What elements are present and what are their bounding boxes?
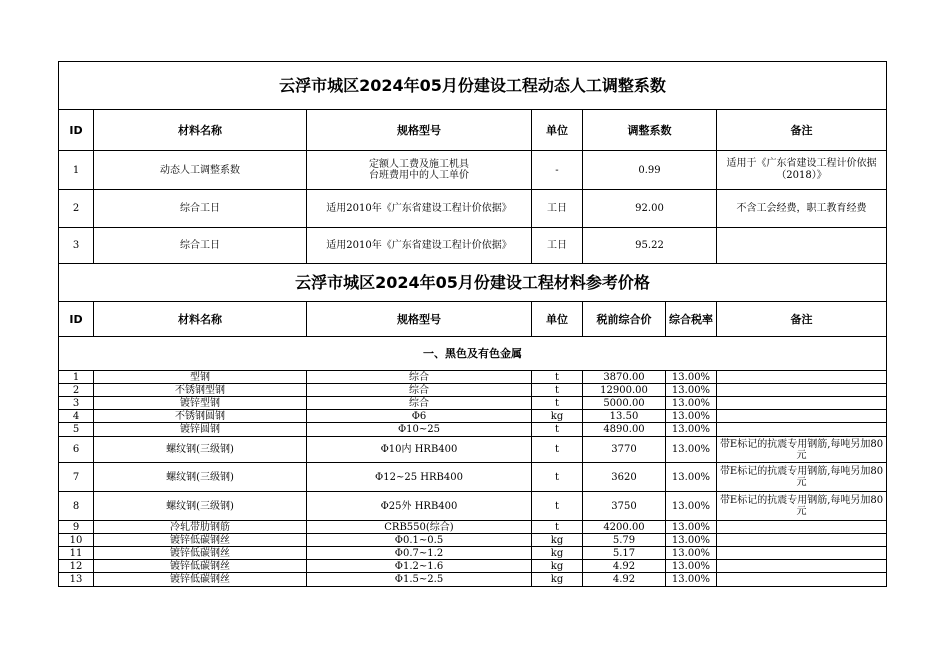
- material-unit: t: [532, 437, 583, 463]
- material-name: 镀锌圆钢: [94, 423, 307, 437]
- material-spec: Φ6: [307, 410, 532, 423]
- material-id: 5: [59, 423, 94, 437]
- material-name: 螺纹钢(三级钢): [94, 463, 307, 492]
- material-name: 镀锌型钢: [94, 397, 307, 410]
- labor-header-name: 材料名称: [94, 110, 307, 151]
- labor-row-note: 不含工会经费，职工教育经费: [717, 190, 887, 228]
- material-name: 镀锌低碳钢丝: [94, 547, 307, 560]
- material-price: 12900.00: [583, 384, 666, 397]
- material-spec: Φ12~25 HRB400: [307, 463, 532, 492]
- material-price: 3750: [583, 492, 666, 521]
- material-name: 螺纹钢(三级钢): [94, 437, 307, 463]
- material-name: 镀锌低碳钢丝: [94, 573, 307, 587]
- material-id: 4: [59, 410, 94, 423]
- section-title: 一、黑色及有色金属: [59, 337, 887, 371]
- material-tax: 13.00%: [666, 547, 717, 560]
- material-spec: Φ10~25: [307, 423, 532, 437]
- labor-row: [59, 151, 887, 190]
- material-unit: t: [532, 463, 583, 492]
- labor-row-spec: 适用2010年《广东省建设工程计价依据》: [307, 190, 532, 228]
- material-price: 4.92: [583, 560, 666, 573]
- material-note: [717, 423, 887, 437]
- material-tax: 13.00%: [666, 384, 717, 397]
- material-row: [59, 463, 887, 492]
- material-name: 镀锌低碳钢丝: [94, 534, 307, 547]
- labor-row-id: 2: [59, 190, 94, 228]
- material-note: [717, 547, 887, 560]
- material-note: 带E标记的抗震专用钢筋,每吨另加80元: [717, 437, 887, 463]
- material-note: [717, 560, 887, 573]
- labor-row-id: 1: [59, 151, 94, 190]
- materials-header-unit: 单位: [532, 302, 583, 337]
- labor-header-row: [59, 110, 887, 151]
- material-name: 型钢: [94, 371, 307, 384]
- material-spec: Φ0.7~1.2: [307, 547, 532, 560]
- material-spec: 综合: [307, 384, 532, 397]
- material-note: 带E标记的抗震专用钢筋,每吨另加80元: [717, 463, 887, 492]
- labor-row-name: 综合工日: [94, 228, 307, 264]
- material-id: 10: [59, 534, 94, 547]
- material-row: [59, 410, 887, 423]
- material-id: 11: [59, 547, 94, 560]
- material-id: 1: [59, 371, 94, 384]
- material-note: [717, 573, 887, 587]
- labor-row-unit: 工日: [532, 190, 583, 228]
- material-price: 4200.00: [583, 521, 666, 534]
- material-id: 9: [59, 521, 94, 534]
- labor-header-spec: 规格型号: [307, 110, 532, 151]
- material-unit: kg: [532, 560, 583, 573]
- materials-header-price: 税前综合价: [583, 302, 666, 337]
- material-unit: kg: [532, 410, 583, 423]
- material-tax: 13.00%: [666, 423, 717, 437]
- labor-header-note: 备注: [717, 110, 887, 151]
- material-id: 6: [59, 437, 94, 463]
- labor-row-note: 适用于《广东省建设工程计价依据（2018）》: [717, 151, 887, 190]
- material-unit: t: [532, 384, 583, 397]
- material-row: [59, 397, 887, 410]
- material-spec: Φ1.5~2.5: [307, 573, 532, 587]
- material-row: [59, 573, 887, 587]
- material-price: 3620: [583, 463, 666, 492]
- material-row: [59, 492, 887, 521]
- labor-row-value: 0.99: [583, 151, 717, 190]
- material-note: 带E标记的抗震专用钢筋,每吨另加80元: [717, 492, 887, 521]
- material-unit: t: [532, 371, 583, 384]
- labor-row: [59, 228, 887, 264]
- material-spec: Φ0.1~0.5: [307, 534, 532, 547]
- labor-header-unit: 单位: [532, 110, 583, 151]
- material-price: 3870.00: [583, 371, 666, 384]
- materials-header-row: [59, 302, 887, 337]
- material-spec: 综合: [307, 371, 532, 384]
- material-tax: 13.00%: [666, 521, 717, 534]
- material-price: 5000.00: [583, 397, 666, 410]
- material-unit: kg: [532, 547, 583, 560]
- material-tax: 13.00%: [666, 534, 717, 547]
- labor-row-name: 动态人工调整系数: [94, 151, 307, 190]
- material-row: [59, 437, 887, 463]
- material-tax: 13.00%: [666, 437, 717, 463]
- labor-row-spec-line2: 台班费用中的人工单价: [369, 170, 469, 181]
- material-name: 冷轧带肋钢筋: [94, 521, 307, 534]
- material-tax: 13.00%: [666, 492, 717, 521]
- material-id: 12: [59, 560, 94, 573]
- material-spec: Φ1.2~1.6: [307, 560, 532, 573]
- material-unit: t: [532, 492, 583, 521]
- section-row: [59, 337, 887, 371]
- labor-row: [59, 190, 887, 228]
- material-spec: CRB550(综合): [307, 521, 532, 534]
- material-name: 螺纹钢(三级钢): [94, 492, 307, 521]
- material-name: 不锈钢圆钢: [94, 410, 307, 423]
- material-unit: kg: [532, 573, 583, 587]
- material-price: 5.79: [583, 534, 666, 547]
- material-name: 镀锌低碳钢丝: [94, 560, 307, 573]
- material-note: [717, 371, 887, 384]
- labor-row-unit: 工日: [532, 228, 583, 264]
- materials-title: 云浮市城区2024年05月份建设工程材料参考价格: [59, 264, 887, 302]
- labor-title-row: [59, 62, 887, 110]
- material-tax: 13.00%: [666, 397, 717, 410]
- material-price: 13.50: [583, 410, 666, 423]
- materials-header-tax: 综合税率: [666, 302, 717, 337]
- material-note: [717, 397, 887, 410]
- material-row: [59, 521, 887, 534]
- material-id: 7: [59, 463, 94, 492]
- labor-header-coef: 调整系数: [583, 110, 717, 151]
- materials-header-spec: 规格型号: [307, 302, 532, 337]
- labor-row-value: 95.22: [583, 228, 717, 264]
- labor-title: 云浮市城区2024年05月份建设工程动态人工调整系数: [59, 62, 887, 110]
- labor-row-note: [717, 228, 887, 264]
- material-row: [59, 547, 887, 560]
- material-row: [59, 423, 887, 437]
- labor-row-unit: -: [532, 151, 583, 190]
- material-unit: kg: [532, 534, 583, 547]
- price-sheet: [58, 61, 887, 587]
- material-price: 4890.00: [583, 423, 666, 437]
- material-id: 2: [59, 384, 94, 397]
- material-tax: 13.00%: [666, 371, 717, 384]
- material-unit: t: [532, 397, 583, 410]
- material-row: [59, 560, 887, 573]
- material-tax: 13.00%: [666, 560, 717, 573]
- material-spec: Φ25外 HRB400: [307, 492, 532, 521]
- labor-row-spec: 适用2010年《广东省建设工程计价依据》: [307, 228, 532, 264]
- materials-header-name: 材料名称: [94, 302, 307, 337]
- material-tax: 13.00%: [666, 463, 717, 492]
- material-row: [59, 371, 887, 384]
- material-note: [717, 384, 887, 397]
- material-price: 3770: [583, 437, 666, 463]
- material-row: [59, 384, 887, 397]
- materials-title-row: [59, 264, 887, 302]
- labor-row-id: 3: [59, 228, 94, 264]
- material-name: 不锈钢型钢: [94, 384, 307, 397]
- labor-row-spec: [307, 151, 532, 190]
- materials-header-id: ID: [59, 302, 94, 337]
- labor-row-value: 92.00: [583, 190, 717, 228]
- material-note: [717, 521, 887, 534]
- material-note: [717, 534, 887, 547]
- material-price: 5.17: [583, 547, 666, 560]
- material-unit: t: [532, 423, 583, 437]
- material-tax: 13.00%: [666, 410, 717, 423]
- material-spec: Φ10内 HRB400: [307, 437, 532, 463]
- material-id: 3: [59, 397, 94, 410]
- labor-header-id: ID: [59, 110, 94, 151]
- material-note: [717, 410, 887, 423]
- material-id: 8: [59, 492, 94, 521]
- labor-row-name: 综合工日: [94, 190, 307, 228]
- labor-row-spec-line1: 定额人工费及施工机具: [369, 159, 469, 170]
- material-tax: 13.00%: [666, 573, 717, 587]
- material-unit: t: [532, 521, 583, 534]
- materials-header-note: 备注: [717, 302, 887, 337]
- material-row: [59, 534, 887, 547]
- material-id: 13: [59, 573, 94, 587]
- material-price: 4.92: [583, 573, 666, 587]
- material-spec: 综合: [307, 397, 532, 410]
